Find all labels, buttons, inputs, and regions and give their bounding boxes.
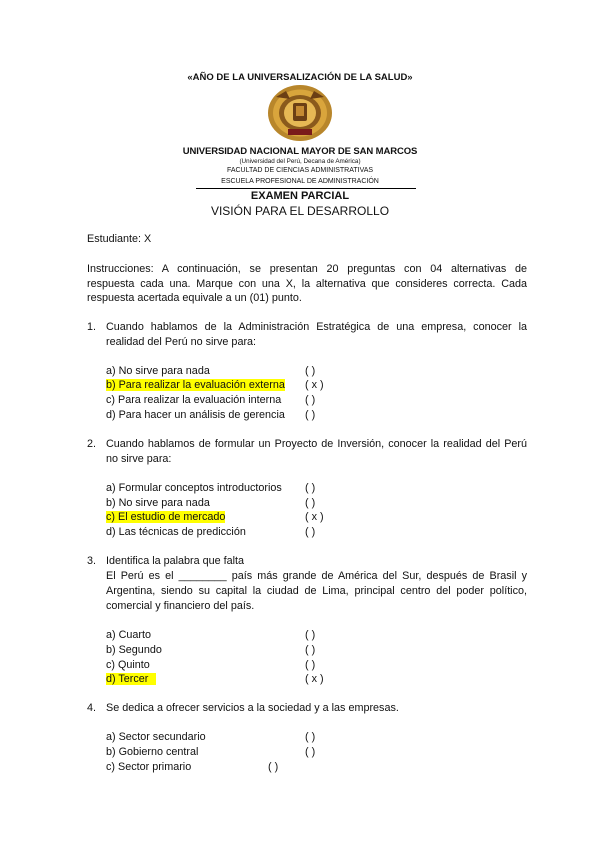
student-name: Estudiante: X — [87, 233, 152, 245]
university-seal-icon — [266, 83, 334, 143]
answer-option: d) Para hacer un análisis de gerencia — [106, 409, 285, 421]
question-number: 3. — [87, 555, 97, 567]
university-subtitle: (Universidad del Perú, Decana de América) — [239, 158, 361, 165]
question-text: comercial y financiero del país. — [106, 600, 255, 612]
question-number: 4. — [87, 702, 97, 714]
answer-checkbox[interactable]: ( ) — [305, 659, 316, 671]
answer-checkbox[interactable]: ( ) — [305, 365, 316, 377]
answer-option: b) Gobierno central — [106, 746, 199, 758]
course-title: VISIÓN PARA EL DESARROLLO — [210, 204, 390, 218]
answer-option: b) No sirve para nada — [106, 497, 210, 509]
answer-checkbox[interactable]: ( x ) — [305, 673, 324, 685]
question-text: Se dedica a ofrecer servicios a la sociedad y a las empresas. — [106, 702, 399, 714]
answer-option: a) No sirve para nada — [106, 365, 210, 377]
answer-checkbox[interactable]: ( ) — [305, 409, 316, 421]
school-name: ESCUELA PROFESIONAL DE ADMINISTRACIÓN — [221, 178, 379, 185]
instructions-line: respuesta acertada equivale a un (01) punto. — [87, 292, 302, 304]
answer-option: a) Formular conceptos introductorios — [106, 482, 282, 494]
question-text: no sirve para: — [106, 453, 172, 465]
question-text: Cuando hablamos de formular un Proyecto de Inversión, conocer la realidad del Perú — [106, 438, 527, 450]
instructions-line: respuesta cada una. Marque con una X, la alternativa que consideres correcta. Cada — [87, 278, 527, 290]
faculty-name: FACULTAD DE CIENCIAS ADMINISTRATIVAS — [226, 167, 374, 174]
answer-checkbox[interactable]: ( ) — [268, 761, 279, 773]
question-text: Identifica la palabra que falta — [106, 555, 245, 567]
answer-option-selected: c) El estudio de mercado — [106, 511, 226, 523]
answer-option: a) Cuarto — [106, 629, 152, 641]
answer-option: d) Las técnicas de predicción — [106, 526, 246, 538]
answer-checkbox[interactable]: ( x ) — [305, 511, 324, 523]
answer-checkbox[interactable]: ( ) — [305, 731, 316, 743]
answer-option: c) Quinto — [106, 659, 150, 671]
answer-checkbox[interactable]: ( ) — [305, 629, 316, 641]
answer-option-selected: b) Para realizar la evaluación externa — [106, 379, 285, 391]
answer-option: c) Sector primario — [106, 761, 192, 773]
answer-checkbox[interactable]: ( ) — [305, 394, 316, 406]
answer-checkbox[interactable]: ( ) — [305, 497, 316, 509]
exam-title: EXAMEN PARCIAL — [250, 190, 350, 202]
answer-checkbox[interactable]: ( ) — [305, 746, 316, 758]
answer-checkbox[interactable]: ( ) — [305, 482, 316, 494]
question-number: 1. — [87, 321, 97, 333]
answer-option: c) Para realizar la evaluación interna — [106, 394, 282, 406]
answer-checkbox[interactable]: ( ) — [305, 644, 316, 656]
question-number: 2. — [87, 438, 97, 450]
question-text: realidad del Perú no sirve para: — [106, 336, 257, 348]
question-text: Cuando hablamos de la Administración Estratégica de una empresa, conocer la — [106, 321, 527, 333]
year-motto: «AÑO DE LA UNIVERSALIZACIÓN DE LA SALUD» — [187, 72, 413, 83]
university-name: UNIVERSIDAD NACIONAL MAYOR DE SAN MARCOS — [182, 146, 418, 157]
answer-option: a) Sector secundario — [106, 731, 206, 743]
header-divider — [196, 188, 416, 189]
instructions-line: Instrucciones: A continuación, se presentan 20 preguntas con 04 alternativas de — [87, 263, 527, 275]
question-text: El Perú es el ________ país más grande de América del Sur, después de Brasil y — [106, 570, 527, 582]
answer-checkbox[interactable]: ( x ) — [305, 379, 324, 391]
answer-option: b) Segundo — [106, 644, 162, 656]
question-text: Argentina, siendo su capital la ciudad de Lima, principal centro del poder político, — [106, 585, 527, 597]
answer-checkbox[interactable]: ( ) — [305, 526, 316, 538]
answer-option-selected: d) Tercer — [106, 673, 156, 685]
